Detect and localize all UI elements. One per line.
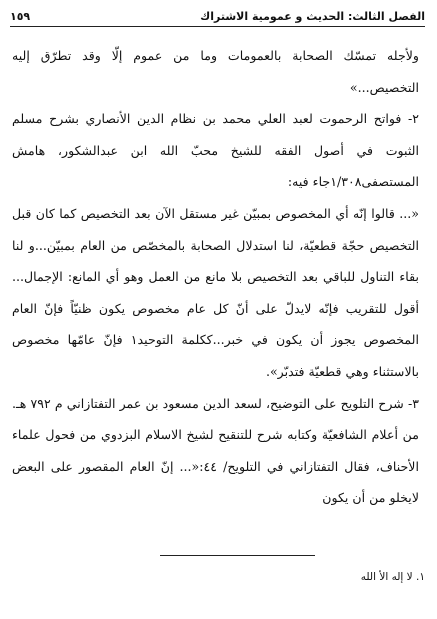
footnote: ١. لا إله الأ الله	[360, 571, 425, 583]
header-divider	[10, 26, 425, 27]
page-number: ١٥٩	[10, 9, 31, 23]
item-3: ٣- شرح التلويح على التوضيح، لسعد الدين مسعود بن عمر التفتازاني م ٧٩٢ هـ. من أعلام الشافعيّة وكتابه شرح للتنقيح لشيخ الاسلام البزدوي من فحول علماء الأحناف، فقال التفتازاني في التلويح/ ٤٤:«... إنّ العام المقصور على البعض لايخلو من أن يكون	[12, 395, 419, 506]
chapter-title: الفصل الثالث: الحديث و عمومية الاشتراك	[200, 9, 425, 23]
footnote-divider	[160, 555, 315, 556]
item-2-quote: «... قالوا إنّه أي المخصوص بمبيّن غير مستقل الآن بعد التخصيص كما كان قبل التخصيص حجّة قطعيّة، لنا استدلال الصحابة بالمخصّص من العام بمبيّن...و لنا بقاء التناول للباقي بعد التخصيص بلا مانع من العمل وهو أي المانع: الإجمال... أقول للتقريب فإنّه لايدلّ على أنّ كل عام مخصوص يكون ظنيّاً فإنّ العام المخصوص يجوز أن يكون في خبر...ككلمة التوحيد١ فإنّ عامّها مخصوص بالاستثناء وهي قطعيّة فتدبّر».	[12, 205, 419, 379]
paragraph-1: ولأجله تمسّك الصحابة بالعمومات وما من عموم إلّا وقد تطرّق إليه التخصيص...»	[12, 48, 419, 95]
item-2-intro: ٢- فواتح الرحموت لعبد العلي محمد بن نظام الدين الأنصاري بشرح مسلم الثبوت في أصول الفقه للشيخ محبّ الله ابن عبدالشكور، هامش المستصفى١/٣٠٨جاء فيه:	[12, 111, 419, 190]
running-header	[10, 7, 425, 25]
body-text	[12, 40, 419, 514]
